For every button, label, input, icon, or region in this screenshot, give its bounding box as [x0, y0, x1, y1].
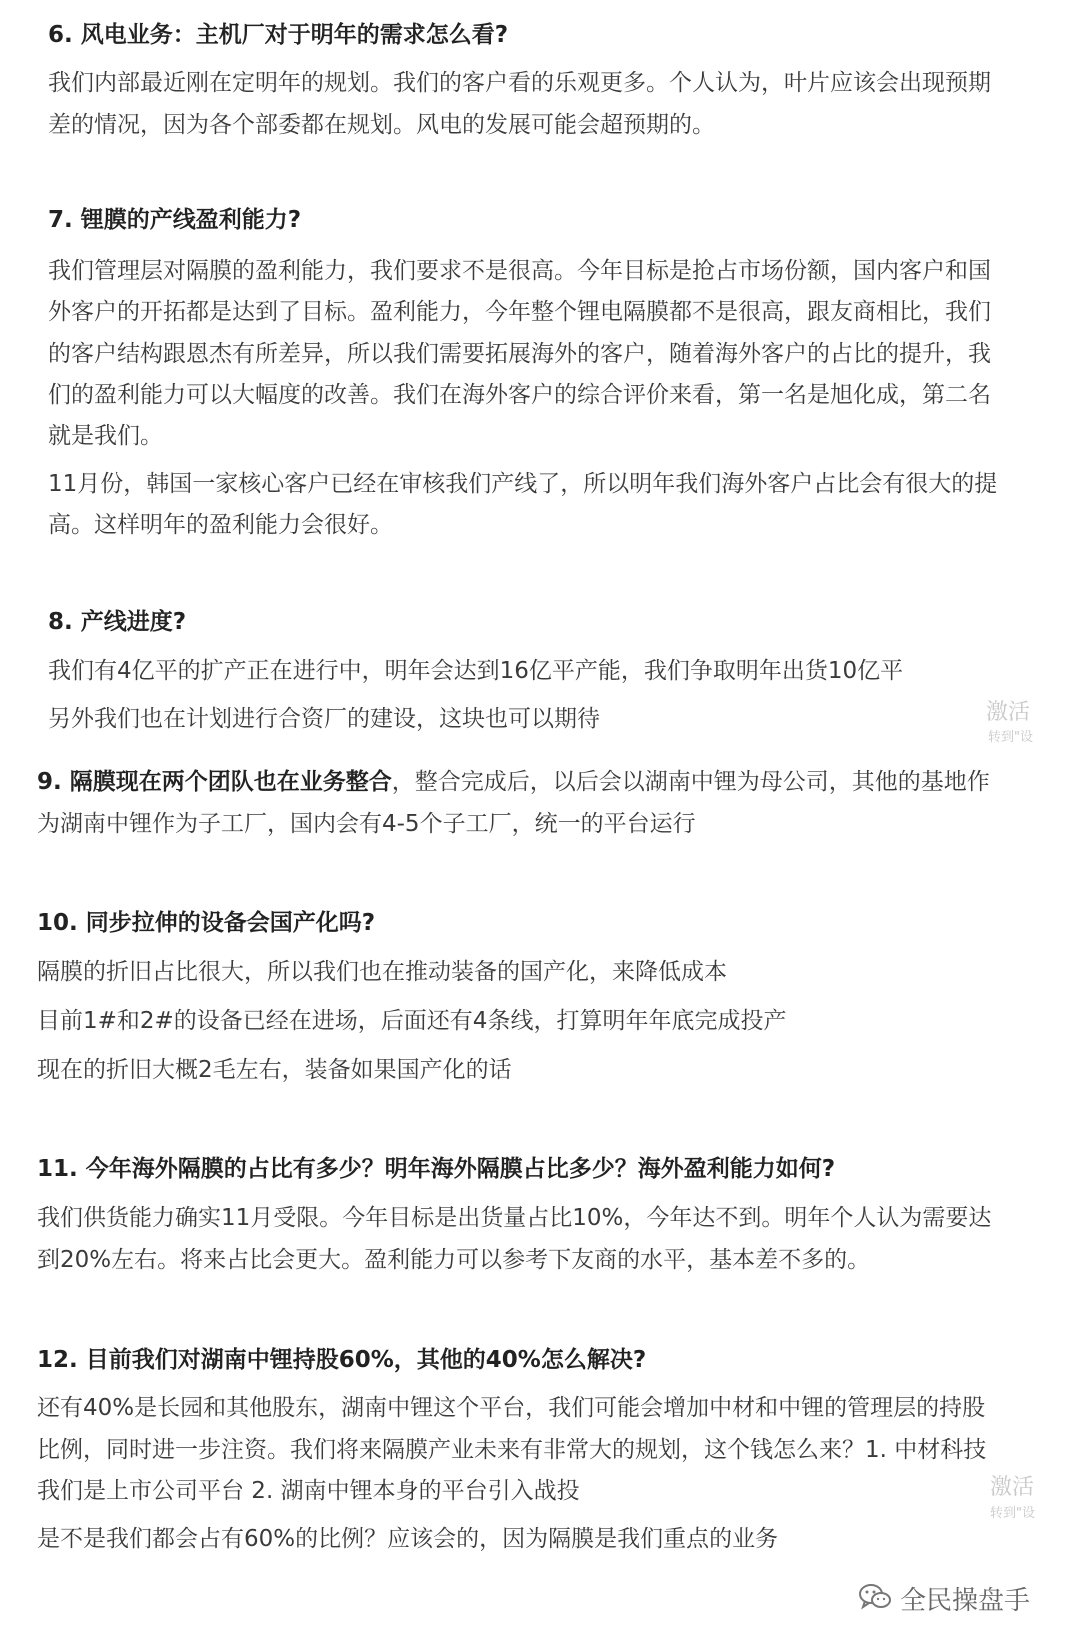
question-8: 8. 产线进度?	[48, 609, 187, 635]
answer-11-line-1: 我们供货能力确实11月受限。今年目标是出货量占比10%，今年达不到。明年个人认为需要达	[37, 1205, 992, 1231]
activation-watermark-1-sub: 转到"设	[988, 730, 1033, 745]
answer-12-line-3: 我们是上市公司平台 2. 湖南中锂本身的平台引入战投	[37, 1478, 580, 1504]
activation-watermark-2-sub: 转到"设	[990, 1506, 1035, 1521]
answer-8-line-1: 我们有4亿平的扩产正在进行中，明年会达到16亿平产能，我们争取明年出货10亿平	[48, 658, 904, 684]
question-7: 7. 锂膜的产线盈利能力?	[48, 207, 302, 233]
answer-7-line-7: 高。这样明年的盈利能力会很好。	[48, 512, 393, 538]
brand-name: 全民操盘手	[900, 1586, 1031, 1616]
activation-watermark-2: 激活	[990, 1475, 1035, 1500]
activation-watermark-1: 激活	[986, 700, 1031, 725]
question-9	[37, 767, 990, 797]
answer-10-line-1: 隔膜的折旧占比很大，所以我们也在推动装备的国产化，来降低成本	[37, 959, 727, 985]
question-6: 6. 风电业务：主机厂对于明年的需求怎么看?	[48, 22, 509, 48]
wechat-icon	[858, 1582, 892, 1616]
answer-7-line-5: 就是我们。	[48, 423, 163, 449]
answer-7-line-6: 11月份，韩国一家核心客户已经在审核我们产线了，所以明年我们海外客户占比会有很大的提	[48, 471, 998, 497]
question-12: 12. 目前我们对湖南中锂持股60%，其他的40%怎么解决?	[37, 1347, 647, 1373]
question-11: 11. 今年海外隔膜的占比有多少？明年海外隔膜占比多少？海外盈利能力如何?	[37, 1156, 836, 1182]
answer-10-line-2: 目前1#和2#的设备已经在进场，后面还有4条线，打算明年年底完成投产	[37, 1008, 787, 1034]
account-brand	[858, 1580, 1030, 1617]
answer-7-line-4: 们的盈利能力可以大幅度的改善。我们在海外客户的综合评价来看，第一名是旭化成，第二名	[48, 382, 991, 408]
answer-7-line-3: 的客户结构跟恩杰有所差异，所以我们需要拓展海外的客户，随着海外客户的占比的提升，我	[48, 341, 991, 367]
answer-6-line-1: 我们内部最近刚在定明年的规划。我们的客户看的乐观更多。个人认为，叶片应该会出现预期	[48, 70, 991, 96]
answer-11-line-2: 到20%左右。将来占比会更大。盈利能力可以参考下友商的水平，基本差不多的。	[37, 1247, 871, 1273]
question-9-bold: 9. 隔膜现在两个团队也在业务整合	[37, 769, 392, 795]
answer-8-line-2: 另外我们也在计划进行合资厂的建设，这块也可以期待	[48, 706, 600, 732]
answer-9-line-1: 为湖南中锂作为子工厂，国内会有4-5个子工厂，统一的平台运行	[37, 811, 696, 837]
answer-12-line-4: 是不是我们都会占有60%的比例？应该会的，因为隔膜是我们重点的业务	[37, 1526, 779, 1552]
question-9-rest: ，整合完成后，以后会以湖南中锂为母公司，其他的基地作	[391, 769, 990, 795]
question-10: 10. 同步拉伸的设备会国产化吗?	[37, 910, 376, 936]
answer-6-line-2: 差的情况，因为各个部委都在规划。风电的发展可能会超预期的。	[48, 112, 715, 138]
answer-7-line-1: 我们管理层对隔膜的盈利能力，我们要求不是很高。今年目标是抢占市场份额，国内客户和国	[48, 258, 991, 284]
answer-7-line-2: 外客户的开拓都是达到了目标。盈利能力，今年整个锂电隔膜都不是很高，跟友商相比，我们	[48, 299, 991, 325]
answer-12-line-2: 比例，同时进一步注资。我们将来隔膜产业未来有非常大的规划，这个钱怎么来？1. 中材科技	[37, 1437, 987, 1463]
answer-10-line-3: 现在的折旧大概2毛左右，装备如果国产化的话	[37, 1057, 512, 1083]
answer-12-line-1: 还有40%是长园和其他股东，湖南中锂这个平台，我们可能会增加中材和中锂的管理层的持股	[37, 1395, 986, 1421]
